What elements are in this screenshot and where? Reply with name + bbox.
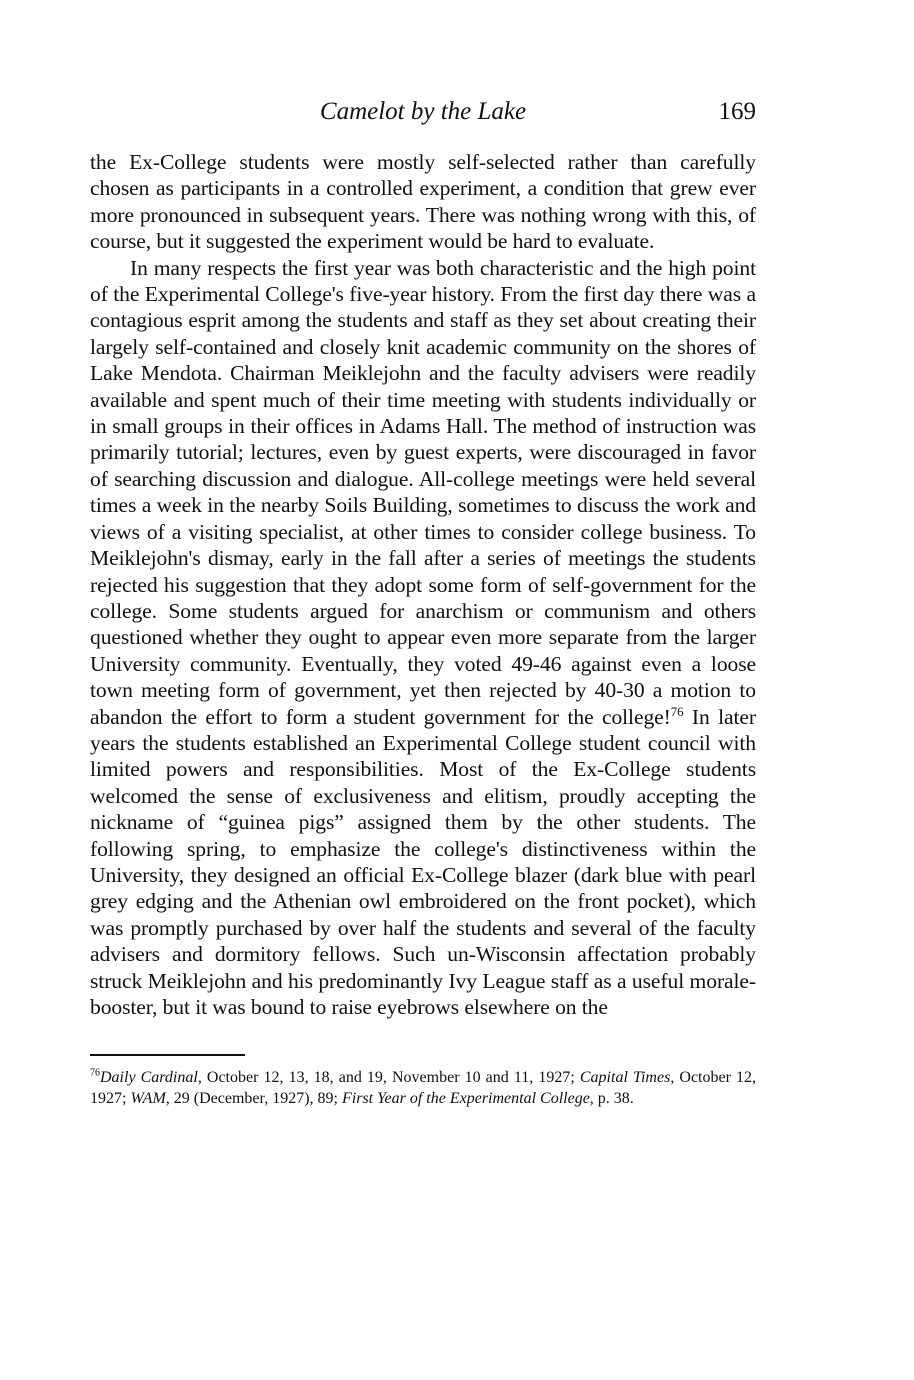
footnote-source-capital-times: Capital Times [579, 1069, 671, 1087]
footnote-source-wam: WAM [130, 1089, 166, 1107]
footnote-reference: 76 [670, 703, 684, 719]
paragraph-2-text-before-ref: In many respects the first year was both characteristic and the high point of the Experimental College's five-year history. From the first day there was a contagious esprit among the students and staff as they set about creating their largely self-contained and closely knit academic community on the shores of Lake Mendota. Chairman Meiklejohn and the faculty advisers were readily available and spent much of their time meeting with students individually or in small groups in their offices in Adams Hall. The method of instruction was primarily tutorial; lectures, even by guest experts, were discouraged in favor of searching discussion and dialogue. All-college meetings were held several times a week in the nearby Soils Building, sometimes to discuss the work and views of a visiting specialist, at other times to consider college business. To Meiklejohn's dismay, early in the fall after a series of meetings the students rejected his suggestion that they adopt some form of self-government for the college. Some students argued for anarchism or communism and others questioned whether they ought to appear even more separate from the larger University community. Eventually, they voted 49-46 against even a loose town meeting form of government, yet then rejected by 40-30 a motion to abandon the effort to form a student government for the college! [90, 255, 756, 729]
footnote-text-1: , October 12, 13, 18, and 19, November 10 and 11, 1927; [197, 1069, 580, 1087]
book-page [90, 95, 756, 1109]
page-number: 169 [718, 98, 756, 125]
paragraph-2-text-after-ref: In later years the students established an Experimental College student council with limited powers and responsibilities. Most of the Ex-College students welcomed the sense of exclusiveness and elitism, proudly accepting the nickname of “guinea pigs” assigned them by the other students. The following spring, to emphasize the college's distinctiveness within the University, they designed an official Ex-College blazer (dark blue with pearl grey edging and the Athenian owl embroidered on the front pocket), which was promptly purchased by over half the students and several of the faculty advisers and dormitory fellows. Such un-Wisconsin affectation probably struck Meiklejohn and his predominantly Ivy League staff as a useful morale-booster, but it was bound to raise eyebrows elsewhere on the [90, 704, 756, 1019]
running-title: Camelot by the Lake [319, 98, 527, 125]
paragraph-1: the Ex-College students were mostly self-selected rather than carefully chosen as participants in a controlled experiment, a condition that grew ever more pronounced in subsequent years. There was nothing wrong with this, of course, but it suggested the experiment would be hard to evaluate. [90, 150, 756, 254]
paragraph-2 [90, 255, 756, 1021]
footnote-text-3: , 29 (December, 1927), 89; [165, 1089, 342, 1107]
footnote-source-first-year: First Year of the Experimental College [341, 1089, 590, 1107]
body-text [90, 149, 756, 1020]
footnote-number: 76 [90, 1068, 100, 1080]
running-head [90, 95, 756, 135]
footnote [90, 1068, 756, 1109]
footnote-text-2: , October 12, 1927; [90, 1069, 756, 1107]
footnote-divider [90, 1054, 245, 1056]
footnote-source-daily-cardinal: Daily Cardinal [100, 1069, 198, 1087]
footnote-text-4: , p. 38. [589, 1089, 634, 1107]
